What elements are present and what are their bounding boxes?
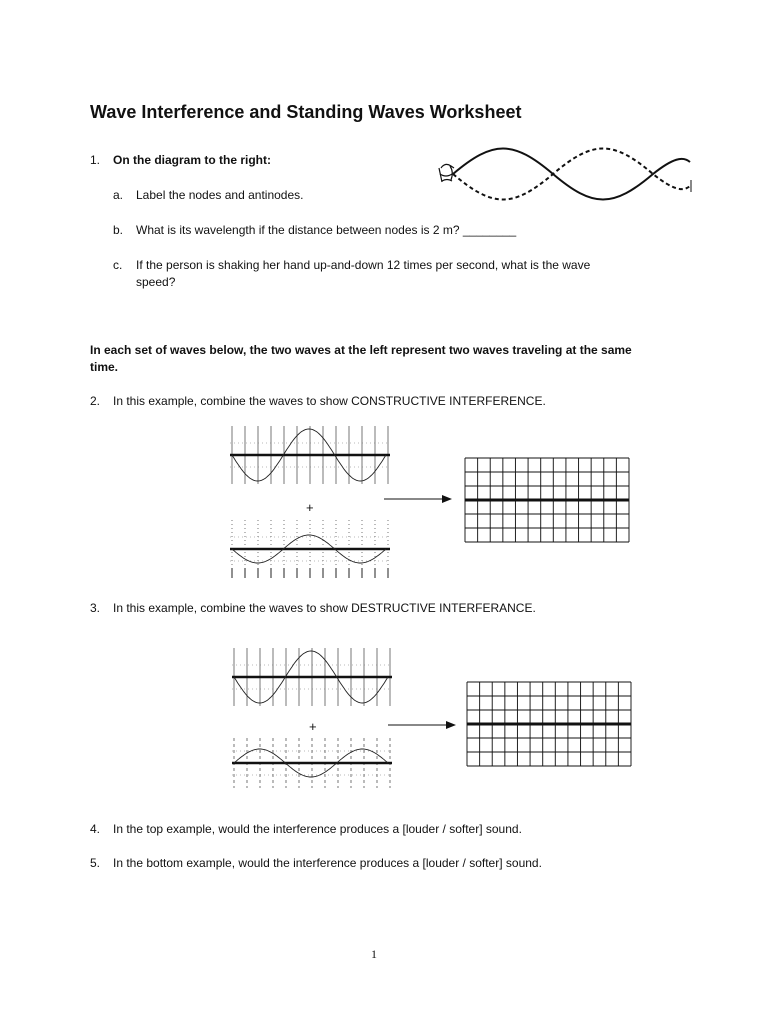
instructions-line1: In each set of waves below, the two waves at the left represent two waves traveling at the same: [90, 343, 632, 357]
answer-grid-2: [466, 681, 632, 767]
q1b-marker: b.: [113, 223, 124, 237]
plus-sign-2: +: [309, 719, 317, 734]
q1-number: 1.: [90, 153, 101, 167]
hand-icon: [439, 164, 454, 182]
q3-number: 3.: [90, 601, 101, 615]
q1c-text-line2: speed?: [136, 275, 176, 289]
q1b-text: What is its wavelength if the distance between nodes is 2 m? ________: [136, 223, 517, 237]
q4-number: 4.: [90, 822, 101, 836]
constructive-wave-1: [228, 424, 392, 486]
page-title: Wave Interference and Standing Waves Worksheet: [90, 102, 522, 122]
q5-number: 5.: [90, 856, 101, 870]
instructions-line2: time.: [90, 360, 119, 374]
q3-text: In this example, combine the waves to show DESTRUCTIVE INTERFERANCE.: [113, 601, 536, 615]
q1c-text-line1: If the person is shaking her hand up-and-down 12 times per second, what is the wave: [136, 258, 591, 272]
arrow-1: [384, 493, 454, 505]
destructive-wave-2: [230, 736, 394, 790]
answer-grid-1: [464, 457, 630, 543]
q1a-marker: a.: [113, 188, 124, 202]
arrow-2: [388, 719, 458, 731]
q2-number: 2.: [90, 394, 101, 408]
q5-text: In the bottom example, would the interference produces a [louder / softer] sound.: [113, 856, 542, 870]
q1c-marker: c.: [113, 258, 123, 272]
q2-text: In this example, combine the waves to show CONSTRUCTIVE INTERFERENCE.: [113, 394, 546, 408]
plus-sign-1: +: [306, 500, 314, 515]
q4-text: In the top example, would the interference produces a [louder / softer] sound.: [113, 822, 522, 836]
page-number: 1: [371, 947, 377, 961]
wave-solid-curve: [453, 149, 690, 200]
q1a-text: Label the nodes and antinodes.: [136, 188, 304, 202]
q1-heading: On the diagram to the right:: [113, 153, 271, 167]
standing-wave-diagram: [438, 148, 694, 196]
constructive-wave-2: [228, 518, 392, 580]
destructive-wave-1: [230, 646, 394, 708]
